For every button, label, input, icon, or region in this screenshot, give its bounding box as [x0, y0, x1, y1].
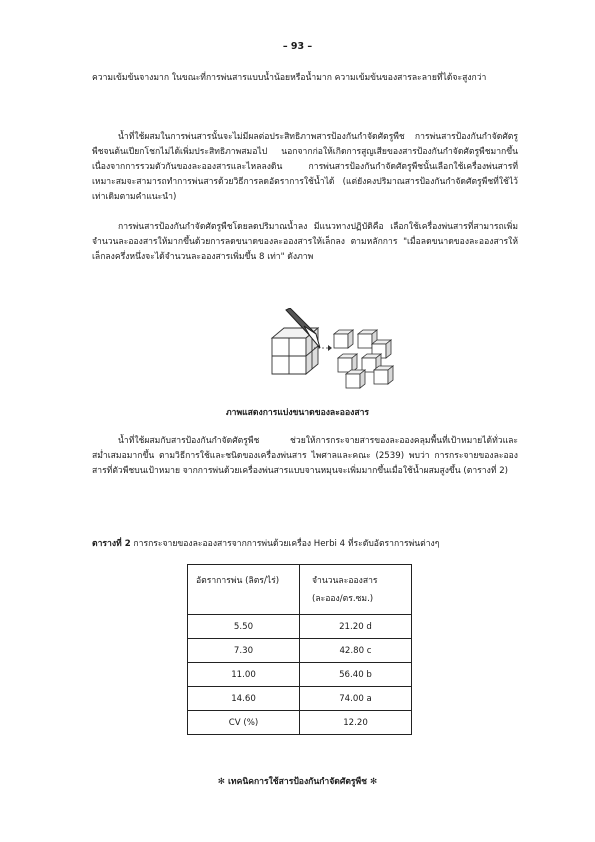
table-cell-rate: 11.00 [188, 663, 300, 687]
table-row [188, 711, 412, 735]
table-cell-rate: 5.50 [188, 615, 300, 639]
table-header-droplet-count-line1: จำนวนละอองสาร [312, 576, 378, 586]
paragraph-4: น้ำที่ใช้ผสมกับสารป้องกันกำจัดศัตรูพืช ช่วยให้การกระจายสารของละอองคลุมพื้นที่เป้าหมายได้ทั่วและสม่ำเสมอมากขึ้น ตามวิธีการใช้และชนิดของเครื่องพ่นสาร ไพศาลและคณะ (2539) พบว่า การกระจายของละอองสารที่ตัวพืชบนเป้าหมาย จากการพ่นด้วยเครื่องพ่นสารแบบจานหมุนจะเพิ่มมากขึ้นเมื่อใช้น้ำผสมสูงขึ้น (ตารางที่ 2) [92, 436, 518, 476]
table-row [188, 687, 412, 711]
table-row [188, 663, 412, 687]
droplet-size-figure [266, 308, 396, 390]
table-cell-rate: 7.30 [188, 639, 300, 663]
table-cell-count: 42.80 c [300, 639, 412, 663]
table-cell-count: 56.40 b [300, 663, 412, 687]
table-header-droplet-count-line2: (ละออง/ตร.ซม.) [312, 594, 374, 604]
table-cell-rate: 14.60 [188, 687, 300, 711]
table-row [188, 639, 412, 663]
table-cell-count: 74.00 a [300, 687, 412, 711]
table-cell-rate: CV (%) [188, 711, 300, 735]
paragraph-3: การพ่นสารป้องกันกำจัดศัตรูพืชโดยลดปริมาณน้ำลง มีแนวทางปฏิบัติคือ เลือกใช้เครื่องพ่นสารที่สามารถเพิ่มจำนวนละอองสารให้มากขึ้นด้วยการลดขนาดของละอองสารให้เล็กลง ตามหลักการ "เมื่อลดขนาดของละอองสารให้เล็กลงครึ่งหนึ่งจะได้จำนวนละอองสารเพิ่มขึ้น 8 เท่า" ดังภาพ [92, 222, 518, 262]
figure-caption: ภาพแสดงการแบ่งขนาดของละอองสาร [225, 408, 370, 418]
table-cell-count: 12.20 [300, 711, 412, 735]
table-header-droplet-count [300, 565, 412, 615]
table-header-row [188, 565, 412, 615]
table-header-spray-rate: อัตราการพ่น (ลิตร/ไร่) [188, 565, 300, 615]
table-caption-text: การกระจายของละอองสารจากการพ่นด้วยเครื่อง Herbi 4 ที่ระดับอัตราการพ่นต่างๆ [133, 539, 440, 549]
droplet-distribution-table [187, 564, 412, 735]
page-number: – 93 – [282, 41, 313, 52]
page-footer: ✻ เทคนิคการใช้สารป้องกันกำจัดศัตรูพืช ✻ [217, 777, 378, 787]
paragraph-1: ความเข้มข้นจางมาก ในขณะที่การพ่นสารแบบน้ำน้อยหรือน้ำมาก ความเข้มข้นของสารละลายที่ได้จะสูงกว่า [92, 73, 487, 83]
paragraph-2: น้ำที่ใช้ผสมในการพ่นสารนั้นจะไม่มีผลต่อประสิทธิภาพสารป้องกันกำจัดศัตรูพืช การพ่นสารป้องกันกำจัดศัตรูพืชจนต้นเปียกโชกไม่ได้เพิ่มประสิทธิภาพสมอไป นอกจากก่อให้เกิดการสูญเสียของสารป้องกันกำจัดศัตรูพืชมากขึ้น เนื่องจากการรวมตัวกันของละอองสารและไหลลงดิน การพ่นสารป้องกันกำจัดศัตรูพืชนั้นเลือกใช้เครื่องพ่นสารที่เหมาะสมจะสามารถทำการพ่นสารด้วยวิธีการลดอัตราการใช้น้ำได้ (แต่ยังคงปริมาณสารป้องกันกำจัดศัตรูพืชที่ใช้ไว้เท่าเดิมตามคำแนะนำ) [92, 132, 518, 202]
table-caption-label: ตารางที่ 2 [92, 539, 131, 549]
table-cell-count: 21.20 d [300, 615, 412, 639]
table-row [188, 615, 412, 639]
table-caption [92, 536, 532, 550]
knife-cutting-cube-icon [266, 308, 396, 390]
